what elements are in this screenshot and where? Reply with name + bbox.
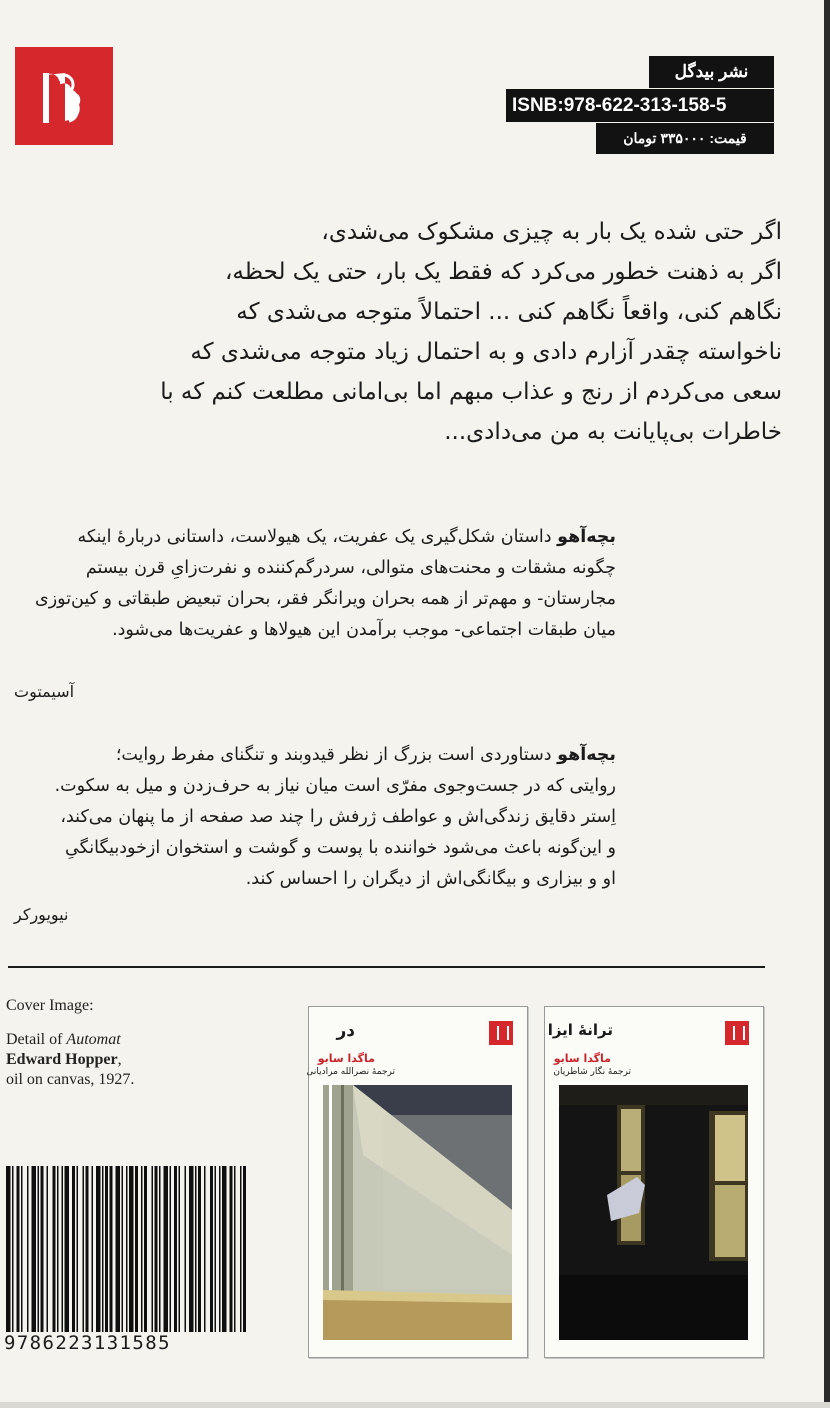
barcode-bar bbox=[159, 1166, 161, 1332]
barcode-bar bbox=[164, 1166, 169, 1332]
related-book-cover-art bbox=[323, 1085, 512, 1340]
barcode-bar bbox=[105, 1166, 108, 1332]
barcode-bar bbox=[110, 1166, 113, 1332]
related-book-door bbox=[308, 1006, 528, 1358]
review-source-new-yorker: نیویورکر bbox=[14, 905, 69, 924]
publisher-logo bbox=[15, 47, 113, 145]
review-line: اِستر دقایق زندگی‌اش و عواطف ژرفش را چند صد صفحه از ما پنهان می‌کند، bbox=[60, 807, 616, 827]
barcode-bar bbox=[83, 1166, 85, 1332]
barcode-bar bbox=[141, 1166, 143, 1332]
barcode-bar bbox=[62, 1166, 64, 1332]
barcode-bar bbox=[102, 1166, 104, 1332]
related-book-iza bbox=[544, 1006, 764, 1358]
publisher-name: نشر بیدگل bbox=[649, 56, 774, 88]
cover-image-credit bbox=[6, 996, 134, 1090]
barcode-bar bbox=[222, 1166, 227, 1332]
cover-bottom-edge bbox=[0, 1402, 830, 1408]
related-book-translator: ترجمهٔ نصرالله مرادیانی bbox=[306, 1067, 395, 1077]
quote-line: خاطرات بی‌پایانت به من می‌دادی... bbox=[444, 419, 782, 445]
quote-line: سعی می‌کردم از رنج و عذاب مبهم اما بی‌امانی مطلعت کنم که با bbox=[160, 379, 782, 405]
artist-suffix: , bbox=[117, 1051, 122, 1068]
review-line: چگونه مشقات و محنت‌های متوالی، سردرگم‌کننده و نفرت‌زایِ قرن بیستم bbox=[85, 558, 616, 578]
barcode-bar bbox=[174, 1166, 177, 1332]
barcode-bar bbox=[243, 1166, 246, 1332]
review-line: او و بیزاری و بیگانگی‌اش از دیگران را احساس کند. bbox=[245, 869, 616, 889]
related-book-cover-art bbox=[559, 1085, 748, 1340]
credit-detail-prefix: Detail of bbox=[6, 1031, 67, 1048]
barcode-bar bbox=[179, 1166, 181, 1332]
barcode-bar bbox=[12, 1166, 14, 1332]
barcode-bar bbox=[204, 1166, 206, 1332]
review-line: و این‌گونه باعث می‌شود خواننده با پوست و گوشت و استخوان ازخودبیگانگیِ bbox=[64, 838, 616, 858]
barcode-bar bbox=[210, 1166, 213, 1332]
credit-artist-line bbox=[6, 1050, 134, 1070]
barcode-bar bbox=[47, 1166, 49, 1332]
barcode-bar bbox=[170, 1166, 172, 1332]
review-line bbox=[10, 740, 616, 771]
barcode-bar bbox=[32, 1166, 37, 1332]
barcode-bar bbox=[152, 1166, 154, 1332]
barcode-bar bbox=[96, 1166, 101, 1332]
isbn-label: ISNB:978-622-313-158-5 bbox=[506, 89, 774, 122]
publisher-logo-icon bbox=[15, 47, 113, 145]
related-book-author: ماگدا سابو bbox=[317, 1052, 375, 1065]
barcode-bar bbox=[57, 1166, 59, 1332]
barcode-bar bbox=[215, 1166, 217, 1332]
artwork-title: Automat bbox=[66, 1031, 121, 1048]
related-book-title: در bbox=[336, 1021, 355, 1041]
barcode-bar bbox=[155, 1166, 158, 1332]
barcode-bar bbox=[86, 1166, 89, 1332]
barcode-bar bbox=[189, 1166, 194, 1332]
barcode-bar bbox=[6, 1166, 11, 1332]
review-book-title: بچه‌آهو bbox=[557, 527, 616, 547]
barcode-bar bbox=[129, 1166, 134, 1332]
barcode-bar bbox=[21, 1166, 23, 1332]
credit-detail bbox=[6, 1030, 134, 1050]
barcode-bar bbox=[185, 1166, 187, 1332]
quote-line: ناخواسته چقدر آزارم دادی و به احتمال زیاد متوجه می‌شدی که bbox=[190, 339, 782, 365]
barcode-bar bbox=[234, 1166, 236, 1332]
review-book-title: بچه‌آهو bbox=[557, 745, 616, 765]
related-book-title: ترانهٔ ایزا bbox=[547, 1021, 613, 1039]
barcode-bar bbox=[65, 1166, 70, 1332]
barcode-bar bbox=[122, 1166, 124, 1332]
quote-line: نگاهم کنی، واقعاً نگاهم کنی ... احتمالاً متوجه می‌شدی که bbox=[236, 299, 782, 325]
barcode-bar bbox=[38, 1166, 40, 1332]
barcode-bar bbox=[135, 1166, 138, 1332]
barcode-bar bbox=[230, 1166, 233, 1332]
review-asymptote bbox=[10, 522, 616, 646]
review-line: میان طبقات اجتماعی- موجب برآمدن این هیولاها و عفریت‌ها می‌شود. bbox=[112, 620, 616, 640]
price-label: قیمت: ۳۳۵۰۰۰ تومان bbox=[596, 123, 774, 154]
section-divider bbox=[8, 966, 765, 968]
barcode-bar bbox=[41, 1166, 44, 1332]
quote-line: اگر به ذهنت خطور می‌کرد که فقط یک بار، حتی یک لحظه، bbox=[225, 259, 782, 285]
related-book-author: ماگدا سابو bbox=[553, 1052, 611, 1065]
barcode-bar bbox=[195, 1166, 197, 1332]
barcode-bar bbox=[92, 1166, 94, 1332]
barcode-digits: 9786223131585 bbox=[4, 1332, 171, 1354]
barcode-bar bbox=[198, 1166, 201, 1332]
review-text: دستاوردی است بزرگ از نظر قیدوبند و تنگنای مفرط روایت؛ bbox=[115, 745, 558, 765]
review-new-yorker bbox=[10, 740, 616, 895]
review-line bbox=[10, 522, 616, 553]
review-line: روایتی که در جست‌وجوی مفرّی است میان نیاز به حرف‌زدن و میل به سکوت. bbox=[54, 776, 616, 796]
barcode-bar bbox=[17, 1166, 20, 1332]
barcode-bar bbox=[116, 1166, 121, 1332]
barcode-bar bbox=[77, 1166, 79, 1332]
barcode-bar bbox=[27, 1166, 29, 1332]
cover-image-label: Cover Image: bbox=[6, 997, 94, 1014]
barcode-bar bbox=[53, 1166, 56, 1332]
credit-medium: oil on canvas, 1927. bbox=[6, 1071, 135, 1088]
main-quote bbox=[160, 212, 782, 452]
related-book-translator: ترجمهٔ نگار شاطریان bbox=[553, 1067, 631, 1077]
review-text: داستان شکل‌گیری یک عفریت، یک هیولاست، داستانی دربارهٔ اینکه bbox=[77, 527, 558, 547]
review-source-asymptote: آسیمتوت bbox=[14, 682, 75, 701]
artist-name: Edward Hopper bbox=[6, 1051, 118, 1068]
quote-line: اگر حتی شده یک بار به چیزی مشکوک می‌شدی، bbox=[321, 219, 782, 245]
review-line: مجارستان- و مهم‌تر از همه بحران ویرانگر فقر، بحران تبعیض طبقاتی و کین‌توزی bbox=[35, 589, 616, 609]
barcode-bar bbox=[219, 1166, 221, 1332]
cover-right-edge bbox=[824, 0, 830, 1408]
barcode-bar bbox=[126, 1166, 128, 1332]
isbn-barcode bbox=[4, 1166, 252, 1332]
barcode-bar bbox=[144, 1166, 147, 1332]
barcode-bar bbox=[72, 1166, 75, 1332]
publisher-badge-icon bbox=[725, 1021, 749, 1045]
barcode-bar bbox=[240, 1166, 242, 1332]
publisher-badge-icon bbox=[489, 1021, 513, 1045]
